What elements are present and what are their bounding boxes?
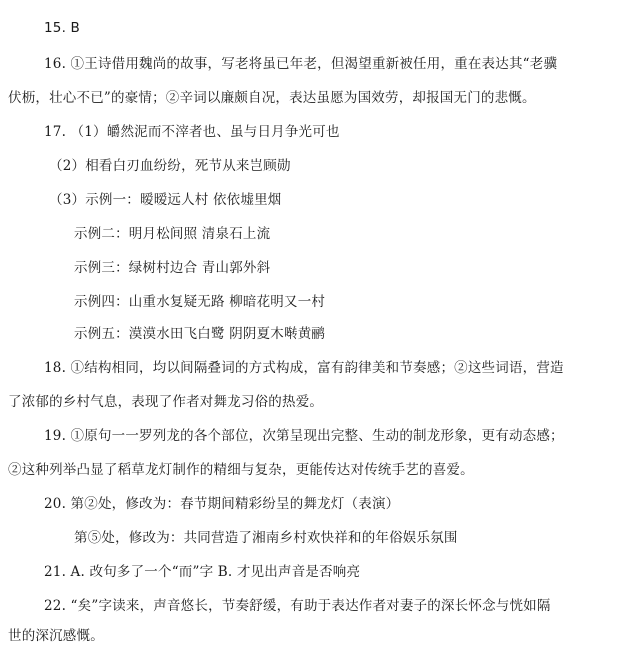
answer-17-example-2: 示例二：明月松间照 清泉石上流	[74, 226, 271, 242]
answer-22-line-1: 22. “矣”字读来，声音悠长，节奏舒缓，有助于表达作者对妻子的深长怀念与恍如隔	[44, 598, 551, 614]
answer-17-example-4: 示例四：山重水复疑无路 柳暗花明又一村	[74, 294, 326, 310]
answer-17-part-3: （3）示例一：暧暧远人村 依依墟里烟	[49, 192, 282, 208]
answer-21: 21. A. 改句多了一个“而”字 B. 才见出声音是否响亮	[44, 564, 361, 580]
answer-18-line-1: 18. ①结构相同，均以间隔叠词的方式构成，富有韵律美和节奏感；②这些词语，营造	[44, 360, 564, 376]
answer-17-part-2: （2）相看白刃血纷纷，死节从来岂顾勋	[49, 158, 291, 174]
answer-20-line-1: 20. 第②处，修改为：春节期间精彩纷呈的舞龙灯（表演）	[44, 496, 400, 512]
answer-20-line-2: 第⑤处，修改为：共同营造了湘南乡村欢快祥和的年俗娱乐氛围	[74, 530, 458, 546]
answer-16-line-1: 16. ①王诗借用魏尚的故事，写老将虽已年老，但渴望重新被任用，重在表达其“老骥	[44, 56, 558, 72]
answer-15: 15. B	[44, 20, 81, 36]
answer-19-line-1: 19. ①原句一一罗列龙的各个部位，次第呈现出完整、生动的制龙形象，更有动态感；	[44, 428, 564, 444]
answer-19-line-2: ②这种列举凸显了稻草龙灯制作的精细与复杂，更能传达对传统手艺的喜爱。	[8, 462, 474, 478]
answer-18-line-2: 了浓郁的乡村气息，表现了作者对舞龙习俗的热爱。	[8, 394, 324, 410]
answer-17-example-3: 示例三：绿树村边合 青山郭外斜	[74, 260, 271, 276]
answer-22-line-2: 世的深沉感慨。	[8, 628, 104, 644]
answer-16-line-2: 伏枥，壮心不已”的豪情；②辛词以廉颇自况，表达虽愿为国效劳，却报国无门的悲慨。	[8, 90, 536, 106]
answer-17-part-1: 17. （1）皭然泥而不滓者也、虽与日月争光可也	[44, 124, 340, 140]
answer-17-example-5: 示例五：漠漠水田飞白鹭 阴阴夏木啭黄鹂	[74, 326, 326, 342]
